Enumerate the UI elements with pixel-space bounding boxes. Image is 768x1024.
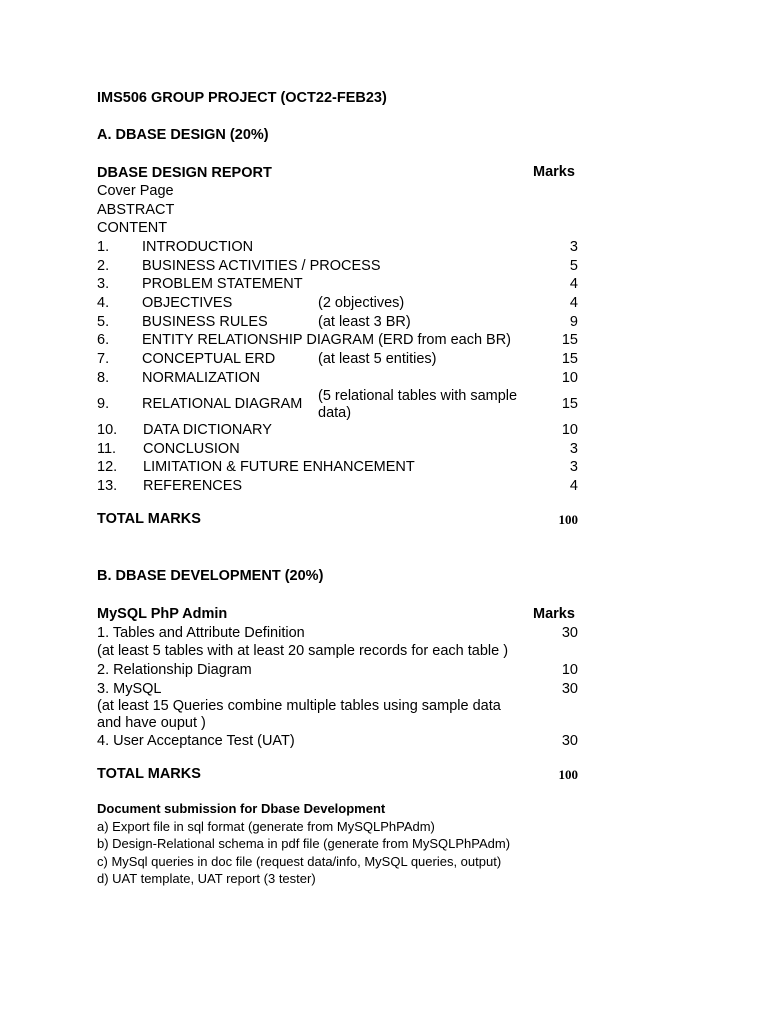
item-marks: 9 [569,314,578,330]
dev-item-3-note: (at least 15 Queries combine multiple tables using sample data and have ouput ) [97,698,501,731]
marks-header-a: Marks [533,164,575,180]
dev-item-1: 1. Tables and Attribute Definition [97,625,305,641]
marks-header-b: Marks [533,606,575,622]
item-label: CONCEPTUAL ERD [142,351,276,367]
item-number: 6. [97,332,110,348]
item-marks: 4 [569,295,578,311]
item-marks: 3 [569,459,578,475]
dev-item-2-marks: 10 [561,662,578,678]
dev-item-4: 4. User Acceptance Test (UAT) [97,733,295,749]
dev-item-4-marks: 30 [561,733,578,749]
submission-item: b) Design-Relational schema in pdf file (generate from MySQLPhPAdm) [97,836,511,851]
cover-page-item: Cover Page [97,183,174,199]
item-number: 2. [97,258,110,274]
submission-item: d) UAT template, UAT report (3 tester) [97,871,316,886]
dev-item-2: 2. Relationship Diagram [97,662,252,678]
submission-item: a) Export file in sql format (generate from MySQLPhPAdm) [97,819,435,834]
item-marks: 4 [569,276,578,292]
dev-item-3-marks: 30 [561,681,578,697]
item-note: (2 objectives) [318,295,405,311]
dev-item-3: 3. MySQL [97,681,162,697]
content-item: CONTENT [97,220,168,236]
item-marks: 10 [561,422,578,438]
item-number: 1. [97,239,110,255]
total-marks-label-b: TOTAL MARKS [97,766,201,782]
item-label: LIMITATION & FUTURE ENHANCEMENT [143,459,415,475]
item-number: 11. [97,441,117,457]
section-b-heading: B. DBASE DEVELOPMENT (20%) [97,568,324,584]
abstract-item: ABSTRACT [97,202,175,218]
item-marks: 10 [561,370,578,386]
item-label: NORMALIZATION [142,370,261,386]
item-marks: 15 [561,396,578,412]
total-marks-value-b: 100 [558,767,578,782]
total-marks-label-a: TOTAL MARKS [97,511,201,527]
item-note: (5 relational tables with sample data) [318,388,518,421]
item-marks: 5 [569,258,578,274]
item-label: INTRODUCTION [142,239,254,255]
item-label: BUSINESS ACTIVITIES / PROCESS [142,258,381,274]
item-label: REFERENCES [143,478,243,494]
item-number: 8. [97,370,110,386]
item-marks: 4 [569,478,578,494]
item-number: 7. [97,351,110,367]
item-number: 3. [97,276,110,292]
item-label: DATA DICTIONARY [143,422,272,438]
total-marks-value-a: 100 [558,512,578,527]
item-number: 12. [97,459,118,475]
item-note: (at least 3 BR) [318,314,411,330]
item-label: BUSINESS RULES [142,314,268,330]
item-label: PROBLEM STATEMENT [142,276,303,292]
section-a-heading: A. DBASE DESIGN (20%) [97,127,269,143]
item-number: 10. [97,422,118,438]
item-number: 5. [97,314,110,330]
item-marks: 3 [569,239,578,255]
item-label: ENTITY RELATIONSHIP DIAGRAM (ERD from each BR) [142,332,512,348]
item-label: RELATIONAL DIAGRAM [142,396,303,412]
item-marks: 15 [561,332,578,348]
item-number: 13. [97,478,118,494]
submission-heading: Document submission for Dbase Development [97,801,386,816]
design-report-title: DBASE DESIGN REPORT [97,165,272,181]
item-label: CONCLUSION [143,441,240,457]
mysql-phpadmin-title: MySQL PhP Admin [97,606,228,622]
item-marks: 15 [561,351,578,367]
item-marks: 3 [569,441,578,457]
item-number: 9. [97,396,110,412]
submission-item: c) MySql queries in doc file (request data/info, MySQL queries, output) [97,854,502,869]
item-label: OBJECTIVES [142,295,233,311]
dev-item-1-note: (at least 5 tables with at least 20 sample records for each table ) [97,643,509,659]
dev-item-1-marks: 30 [561,625,578,641]
item-note: (at least 5 entities) [318,351,437,367]
page-title: IMS506 GROUP PROJECT (OCT22-FEB23) [97,90,387,106]
item-number: 4. [97,295,110,311]
